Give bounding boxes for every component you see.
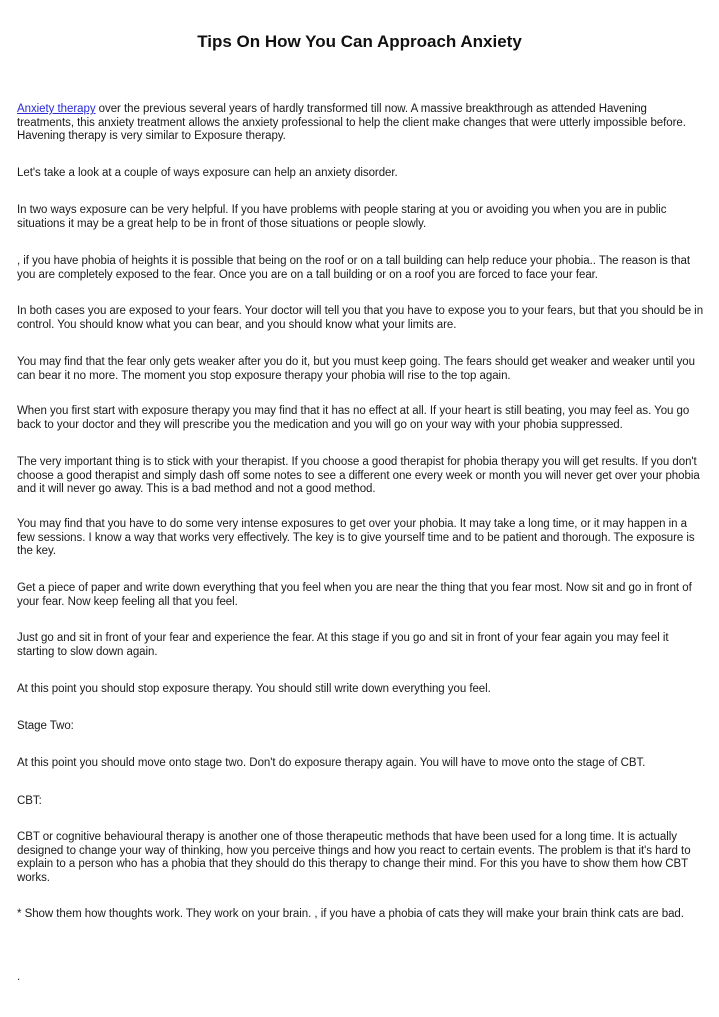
paragraph-1: Let's take a look at a couple of ways exposure can help an anxiety disorder.: [17, 167, 398, 179]
intro-text: over the previous several years of hardly transformed till now. A massive breakthrough as attended Havening treatments, this anxiety treatment allows the anxiety professional to help the client make changes that were utterly impossible before. Havening therapy is very similar to Exposure therapy.: [17, 103, 686, 143]
paragraph-6: When you first start with exposure therapy you may find that it has no effect at all. If your heart is still beating, you may feel as. You go back to your doctor and they will prescribe you the medication and you will go on your way with your phobia suppressed.: [17, 405, 690, 431]
paragraph-13: At this point you should move onto stage two. Don't do exposure therapy again. You will have to move onto the stage of CBT.: [17, 757, 646, 769]
intro-paragraph: [17, 103, 705, 144]
paragraph-7: The very important thing is to stick with your therapist. If you choose a good therapist for phobia therapy you will get results. If you don't choose a good therapist and simply dash off some notes to see a different one every week or month you will never get over your phobia and it will never go away. This is a bad method and not a good method.: [17, 456, 700, 496]
page-title: Tips On How You Can Approach Anxiety: [197, 32, 522, 51]
paragraph-16: * Show them how thoughts work. They work on your brain. , if you have a phobia of cats they will make your brain think cats are bad.: [17, 908, 684, 920]
paragraph-10: Just go and sit in front of your fear and experience the fear. At this stage if you go and sit in front of your fear again you may feel it starting to slow down again.: [17, 632, 669, 658]
stage-two-heading: Stage Two:: [17, 720, 74, 732]
paragraph-9: Get a piece of paper and write down everything that you feel when you are near the thing that you fear most. Now sit and go in front of your fear. Now keep feeling all that you feel.: [17, 582, 692, 608]
paragraph-17: .: [17, 971, 21, 983]
cbt-heading: CBT:: [17, 795, 42, 807]
paragraph-5: You may find that the fear only gets weaker after you do it, but you must keep going. The fears should get weaker and weaker until you can bear it no more. The moment you stop exposure therapy your phobia will rise to the top again.: [17, 356, 695, 382]
paragraph-11: At this point you should stop exposure therapy. You should still write down everything you feel.: [17, 683, 491, 695]
paragraph-15: CBT or cognitive behavioural therapy is another one of those therapeutic methods that have been used for a long time. It is actually designed to change your way of thinking, how you perceive things and how you react to certain events. The problem is that it's hard to explain to a person who has a phobia that they should do this therapy to change their mind. For this you have to show them how CBT works.: [17, 831, 691, 884]
anxiety-therapy-link[interactable]: Anxiety therapy: [17, 103, 96, 115]
paragraph-4: In both cases you are exposed to your fears. Your doctor will tell you that you have to expose you to your fears, but that you should be in control. You should know what you can bear, and you should know what your limits are.: [17, 305, 704, 331]
paragraph-2: In two ways exposure can be very helpful. If you have problems with people staring at you or avoiding you when you are in public situations it may be a great help to be in front of those situations or people slowly.: [17, 204, 667, 230]
paragraph-8: You may find that you have to do some very intense exposures to get over your phobia. It may take a long time, or it may happen in a few sessions. I know a way that works very effectively. The key is to give yourself time and to be patient and thorough. The exposure is the key.: [17, 518, 695, 558]
paragraph-3: , if you have phobia of heights it is possible that being on the roof or on a tall building can help reduce your phobia.. The reason is that you are completely exposed to the fear. Once you are on a tall building or on a roof you are forced to face your fear.: [17, 255, 691, 281]
